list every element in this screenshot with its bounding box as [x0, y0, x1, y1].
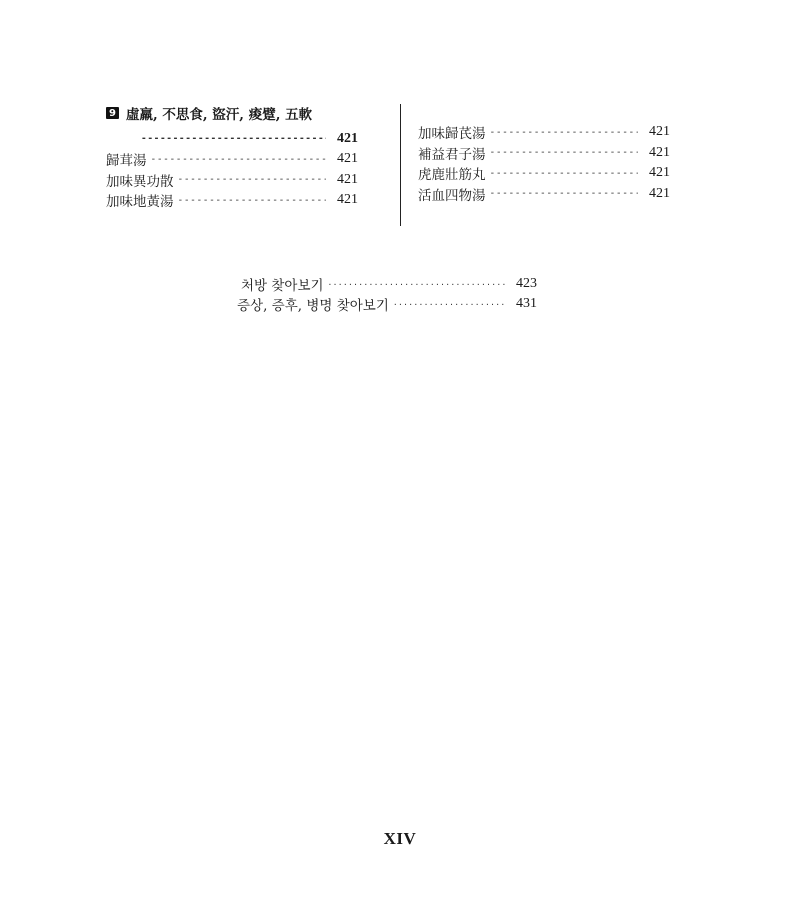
- entry-page-number: 421: [337, 192, 358, 208]
- index-entry-page-number: 431: [516, 296, 537, 311]
- toc-left-column: [106, 104, 358, 211]
- toc-entry[interactable]: [106, 190, 358, 211]
- index-entry-prescriptions[interactable]: [237, 274, 537, 294]
- entry-page-number: 421: [649, 144, 670, 160]
- index-entry-page-number: 423: [516, 276, 537, 291]
- dot-leader: [393, 300, 505, 309]
- index-entry-title: 증상, 증후, 병명 찾아보기: [237, 298, 389, 314]
- entry-title: 虎鹿壯筋丸: [418, 167, 486, 184]
- entry-title: 加味異功散: [106, 173, 174, 190]
- index-entry-title: 처방 찾아보기: [241, 278, 324, 294]
- index-section: [237, 274, 537, 314]
- entry-title: 加味地黃湯: [106, 194, 174, 211]
- toc-entry[interactable]: [418, 122, 670, 143]
- section-page-number: 421: [337, 131, 358, 146]
- dash-leader: [151, 155, 327, 165]
- section-title: 虛羸, 不思食, 盜汗, 痠躄, 五軟: [126, 107, 313, 123]
- dot-leader: [328, 280, 505, 289]
- dash-leader: [141, 134, 326, 144]
- dash-leader: [178, 175, 327, 185]
- toc-entry[interactable]: [418, 184, 670, 205]
- entry-title: 活血四物湯: [418, 187, 486, 204]
- entry-page-number: 421: [649, 185, 670, 201]
- toc-right-column: [418, 122, 670, 204]
- entry-title: 加味歸芪湯: [418, 126, 486, 143]
- toc-entry[interactable]: [106, 170, 358, 191]
- dash-leader: [490, 128, 639, 138]
- toc-entry[interactable]: [106, 149, 358, 170]
- column-divider: [400, 104, 401, 226]
- entry-page-number: 421: [337, 151, 358, 167]
- dash-leader: [490, 189, 639, 199]
- entry-title: 補益君子湯: [418, 146, 486, 163]
- entry-page-number: 421: [337, 171, 358, 187]
- entry-page-number: 421: [649, 165, 670, 181]
- entry-page-number: 421: [649, 124, 670, 140]
- index-entry-symptoms[interactable]: [237, 294, 537, 314]
- dash-leader: [490, 148, 639, 158]
- toc-entry[interactable]: [418, 163, 670, 184]
- dash-leader: [490, 169, 639, 179]
- section-number-badge: 9: [106, 107, 119, 119]
- toc-entry[interactable]: [418, 143, 670, 164]
- section-heading: [106, 104, 358, 122]
- dash-leader: [178, 196, 327, 206]
- entry-title: 歸茸湯: [106, 153, 147, 170]
- page-number: XIV: [383, 829, 417, 848]
- section-page-row: [106, 129, 358, 149]
